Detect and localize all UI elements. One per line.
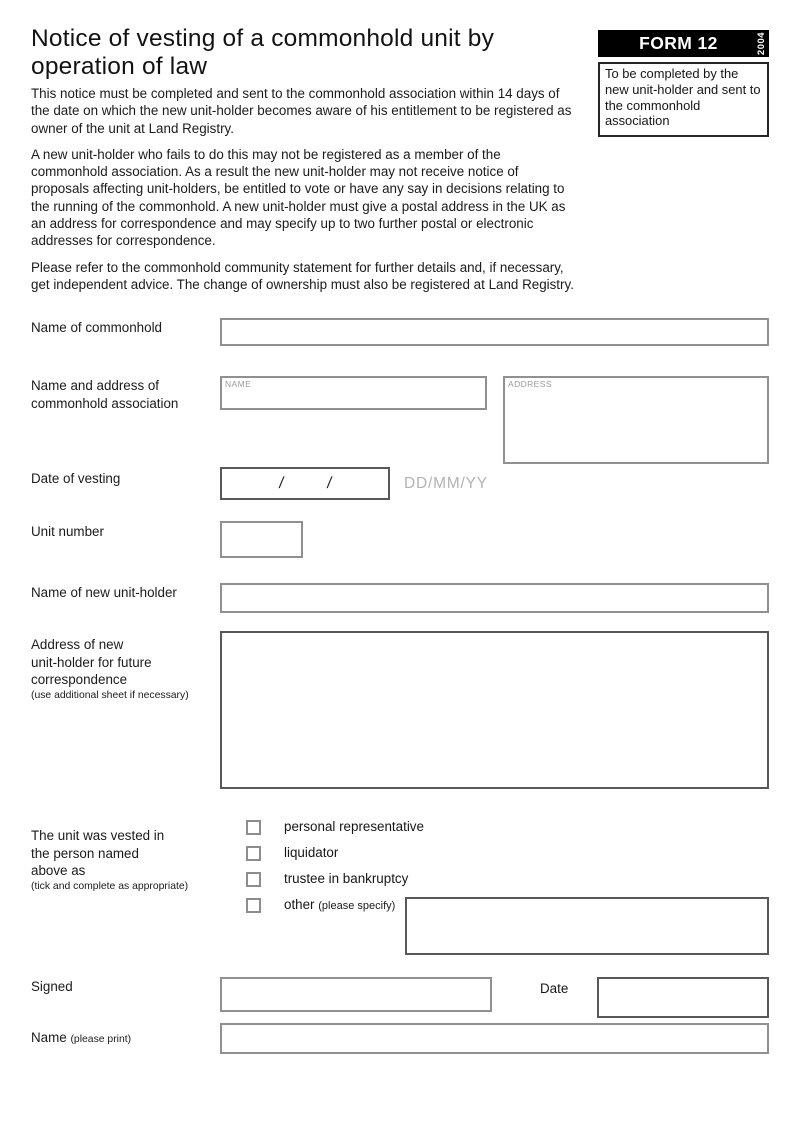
signed-label: Signed bbox=[31, 979, 73, 995]
association-address-tag: ADDRESS bbox=[508, 379, 552, 390]
option-label: liquidator bbox=[284, 845, 339, 861]
option-label: other (please specify) bbox=[284, 897, 396, 913]
association-label: Name and address of commonhold association bbox=[31, 378, 179, 411]
intro-paragraph-2: A new unit-holder who fails to do this may not be registered as a member of the commonhold association. As a result the new unit-holder may not receive notice of proposals affecting unit-holders, be entitled to vote or have any say in decisions relating to the running of the commonhold. A new unit-holder must give a postal address in the UK as an address for correspondence and may specify up to two further postal or electronic addresses for correspondence. bbox=[31, 146, 566, 249]
unit-number-input[interactable] bbox=[220, 521, 303, 558]
row-association bbox=[31, 376, 769, 464]
name-print-label: Name (please print) bbox=[31, 1030, 132, 1046]
trustee-in-bankruptcy-checkbox[interactable] bbox=[246, 872, 261, 887]
row-new-holder-address bbox=[31, 631, 769, 789]
date-separator: / bbox=[277, 475, 285, 493]
option-personal-representative bbox=[220, 819, 769, 845]
option-other bbox=[220, 897, 769, 955]
vesting-date-label: Date of vesting bbox=[31, 471, 121, 487]
row-new-holder-name bbox=[31, 583, 769, 613]
option-liquidator bbox=[220, 845, 769, 871]
date-input[interactable] bbox=[597, 977, 769, 1018]
intro-paragraph-3: Please refer to the commonhold community statement for further details and, if necessary, get independent advice. The change of ownership must also be registered at Land Registry. bbox=[31, 259, 574, 292]
page-title: Notice of vesting of a commonhold unit by operation of law bbox=[31, 25, 495, 80]
row-name-print bbox=[31, 1023, 769, 1054]
form-number-label: FORM 12 bbox=[639, 33, 718, 53]
option-label: trustee in bankruptcy bbox=[284, 871, 409, 887]
header-text-column bbox=[31, 25, 579, 293]
vested-as-options bbox=[220, 819, 769, 955]
unit-number-label: Unit number bbox=[31, 524, 104, 540]
other-option-note: (please specify) bbox=[318, 900, 396, 913]
name-print-note: (please print) bbox=[70, 1034, 132, 1046]
row-commonhold-name bbox=[31, 318, 769, 346]
new-holder-address-note: (use additional sheet if necessary) bbox=[31, 689, 189, 701]
vested-as-label: The unit was vested in the person named above as (tick and complete as appropriate) bbox=[31, 819, 220, 893]
signed-input[interactable] bbox=[220, 977, 492, 1012]
date-separator: / bbox=[325, 475, 333, 493]
row-vesting-date bbox=[31, 467, 769, 500]
commonhold-name-label: Name of commonhold bbox=[31, 320, 162, 336]
form-badge-column bbox=[598, 25, 769, 293]
form-year-label: 2004 bbox=[756, 31, 768, 56]
option-trustee-in-bankruptcy bbox=[220, 871, 769, 897]
row-vested-as bbox=[31, 819, 769, 955]
association-name-input[interactable] bbox=[220, 376, 487, 410]
other-checkbox[interactable] bbox=[246, 898, 261, 913]
association-name-tag: NAME bbox=[225, 379, 252, 390]
association-address-input[interactable] bbox=[503, 376, 769, 464]
new-holder-name-label: Name of new unit-holder bbox=[31, 585, 177, 601]
other-specify-input[interactable] bbox=[405, 897, 769, 955]
form-number-badge bbox=[598, 30, 769, 57]
new-holder-address-input[interactable] bbox=[220, 631, 769, 789]
intro-paragraph-1: This notice must be completed and sent to the commonhold association within 14 days of the date on which the new unit-holder becomes aware of his entitlement to be registered as owner of the unit at Land Registry. bbox=[31, 86, 572, 136]
new-holder-name-input[interactable] bbox=[220, 583, 769, 613]
row-signed bbox=[31, 977, 769, 1018]
header bbox=[31, 0, 769, 293]
personal-representative-checkbox[interactable] bbox=[246, 820, 261, 835]
option-label: personal representative bbox=[284, 819, 424, 835]
new-holder-address-label: Address of new unit-holder for future correspondence (use additional sheet if necessary) bbox=[31, 631, 220, 702]
date-format-hint: DD/MM/YY bbox=[404, 475, 488, 493]
name-print-input[interactable] bbox=[220, 1023, 769, 1054]
date-label: Date bbox=[540, 981, 569, 997]
badge-note: To be completed by the new unit-holder and sent to the commonhold association bbox=[598, 62, 769, 137]
row-unit-number bbox=[31, 521, 769, 558]
commonhold-name-input[interactable] bbox=[220, 318, 769, 346]
vested-as-note: (tick and complete as appropriate) bbox=[31, 880, 189, 892]
vesting-date-input[interactable] bbox=[220, 467, 390, 500]
liquidator-checkbox[interactable] bbox=[246, 846, 261, 861]
